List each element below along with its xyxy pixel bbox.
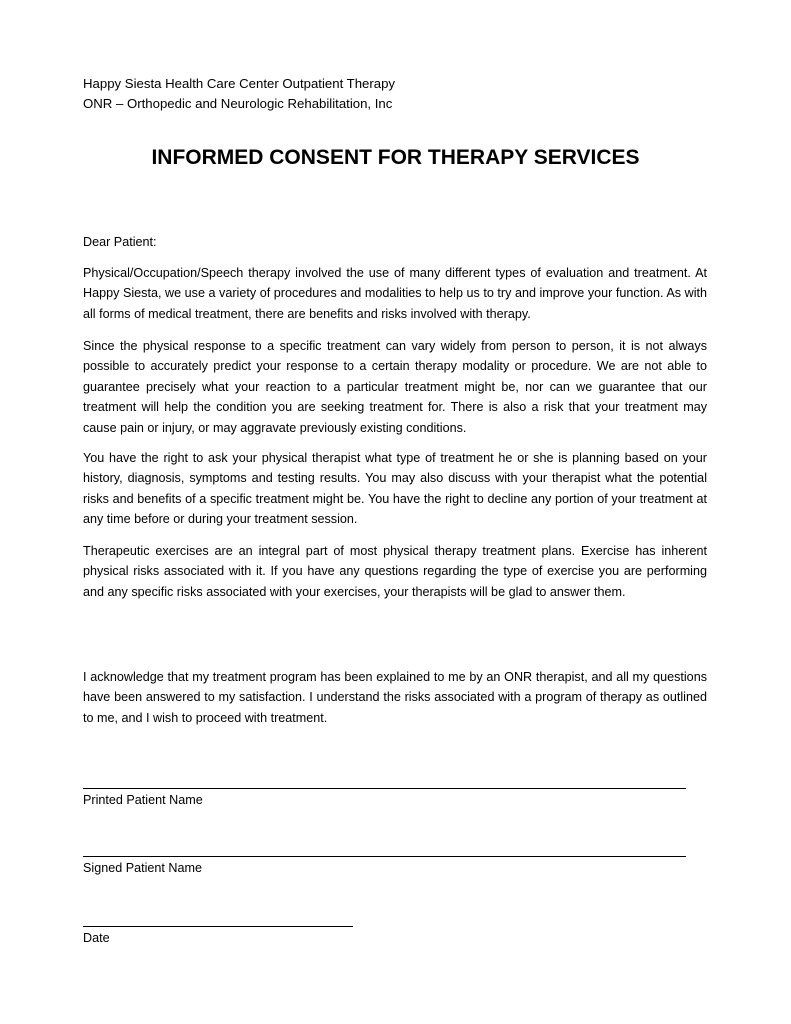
date-line[interactable] xyxy=(83,926,353,927)
printed-name-label: Printed Patient Name xyxy=(83,793,203,807)
header-line-2: ONR – Orthopedic and Neurologic Rehabilitation, Inc xyxy=(83,96,393,111)
paragraph-2: Since the physical response to a specific treatment can vary widely from person to person, it is not always possible to accurately predict your response to a certain therapy modality or procedure. We are not able to guarantee precisely what your reaction to a particular treatment might be, nor can we guarantee that our treatment will help the condition you are seeking treatment for. There is also a risk that your treatment may cause pain or injury, or may aggravate previously existing conditions. xyxy=(83,339,707,435)
printed-name-line[interactable] xyxy=(83,788,686,789)
salutation: Dear Patient: xyxy=(83,235,157,249)
document-title: INFORMED CONSENT FOR THERAPY SERVICES xyxy=(151,146,640,169)
paragraph-3: You have the right to ask your physical therapist what type of treatment he or she is planning based on your history, diagnosis, symptoms and testing results. You may also discuss with your therapist what the potential risks and benefits of a specific treatment might be. You have the right to decline any portion of your treatment at any time before or during your treatment session. xyxy=(83,451,707,527)
paragraph-4: Therapeutic exercises are an integral part of most physical therapy treatment plans. Exercise has inherent physical risks associated with it. If you have any questions regarding the type of exercise you are performing and any specific risks associated with your exercises, your therapists will be glad to answer them. xyxy=(83,544,707,599)
signed-name-label: Signed Patient Name xyxy=(83,861,203,875)
header-line-1: Happy Siesta Health Care Center Outpatient Therapy xyxy=(83,76,396,91)
date-label: Date xyxy=(83,931,110,945)
signed-name-line[interactable] xyxy=(83,856,686,857)
paragraph-acknowledgement: I acknowledge that my treatment program has been explained to me by an ONR therapist, and all my questions have been answered to my satisfaction. I understand the risks associated with a program of therapy as outlined to me, and I wish to proceed with treatment. xyxy=(83,670,707,725)
paragraph-1: Physical/Occupation/Speech therapy involved the use of many different types of evaluation and treatment. At Happy Siesta, we use a variety of procedures and modalities to help us to try and improve your function. As with all forms of medical treatment, there are benefits and risks involved with therapy. xyxy=(83,266,707,321)
